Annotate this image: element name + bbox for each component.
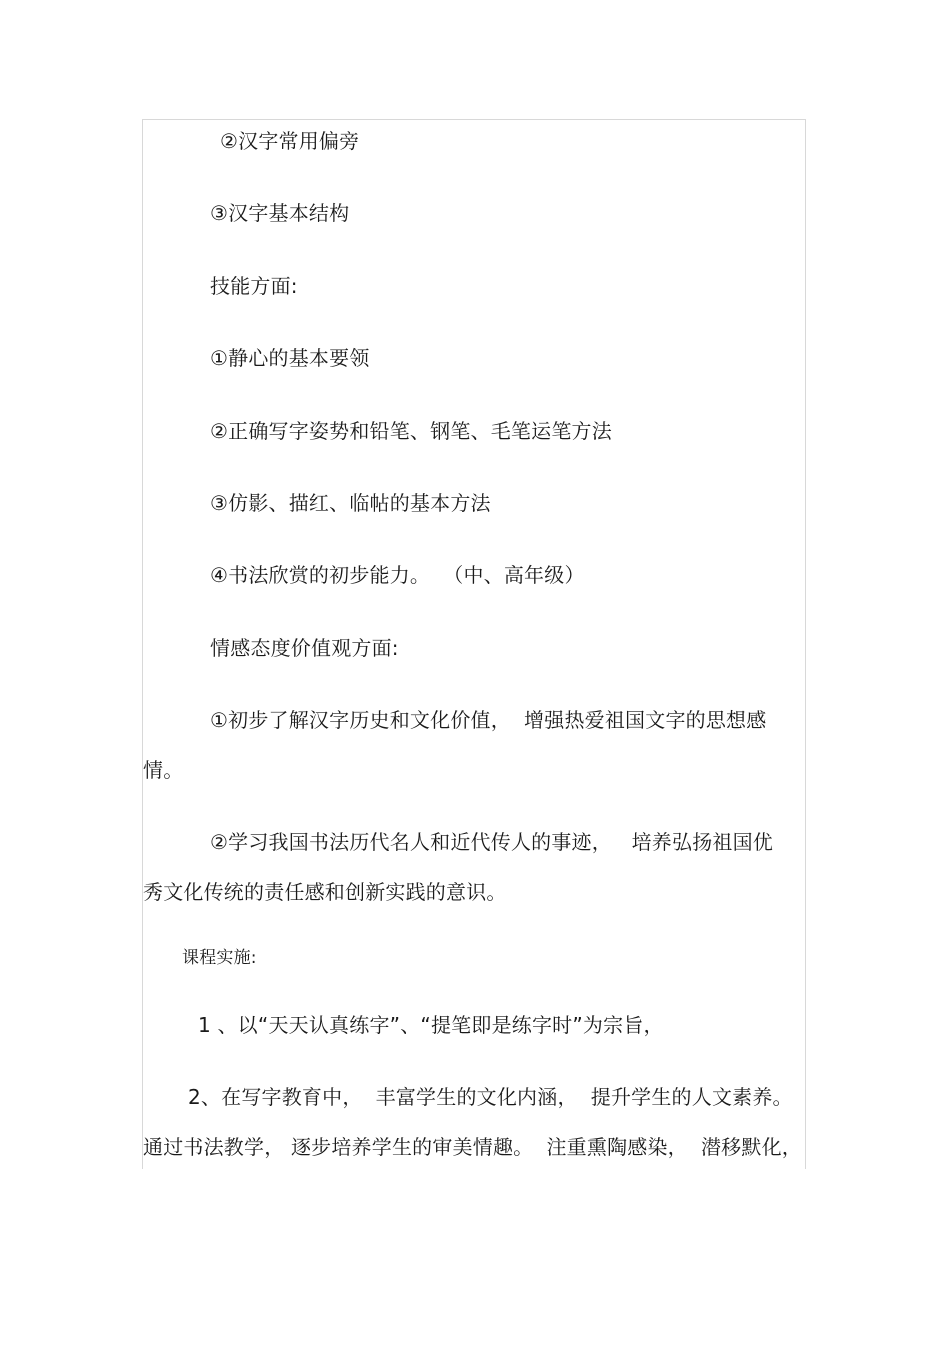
section-heading-implementation: 课程实施: xyxy=(182,948,257,968)
text-line-15: 2、在写字教育中， 丰富学生的文化内涵， 提升学生的人文素养。 xyxy=(188,1085,793,1109)
section-heading-skills: 技能方面: xyxy=(210,274,298,298)
text-line-1: ②汉字常用偏旁 xyxy=(220,129,360,153)
text-line-10: 情。 xyxy=(143,758,184,782)
text-line-14: 1 、以“天天认真练字”、“提笔即是练字时”为宗旨， xyxy=(198,1013,664,1037)
section-heading-values: 情感态度价值观方面: xyxy=(210,636,399,660)
text-line-16: 通过书法教学， 逐步培养学生的审美情趣。 注重熏陶感染， 潜移默化， xyxy=(143,1135,802,1159)
text-line-5: ②正确写字姿势和铅笔、钢笔、毛笔运笔方法 xyxy=(210,419,612,443)
text-line-9: ①初步了解汉字历史和文化价值， 增强热爱祖国文字的思想感 xyxy=(210,708,767,732)
text-line-6: ③仿影、描红、临帖的基本方法 xyxy=(210,491,491,515)
text-line-2: ③汉字基本结构 xyxy=(210,201,350,225)
text-line-12: 秀文化传统的责任感和创新实践的意识。 xyxy=(143,880,507,904)
text-line-4: ①静心的基本要领 xyxy=(210,346,370,370)
text-line-7: ④书法欣赏的初步能力。 （中、高年级） xyxy=(210,563,585,587)
text-line-11: ②学习我国书法历代名人和近代传人的事迹， 培养弘扬祖国优 xyxy=(210,830,774,854)
